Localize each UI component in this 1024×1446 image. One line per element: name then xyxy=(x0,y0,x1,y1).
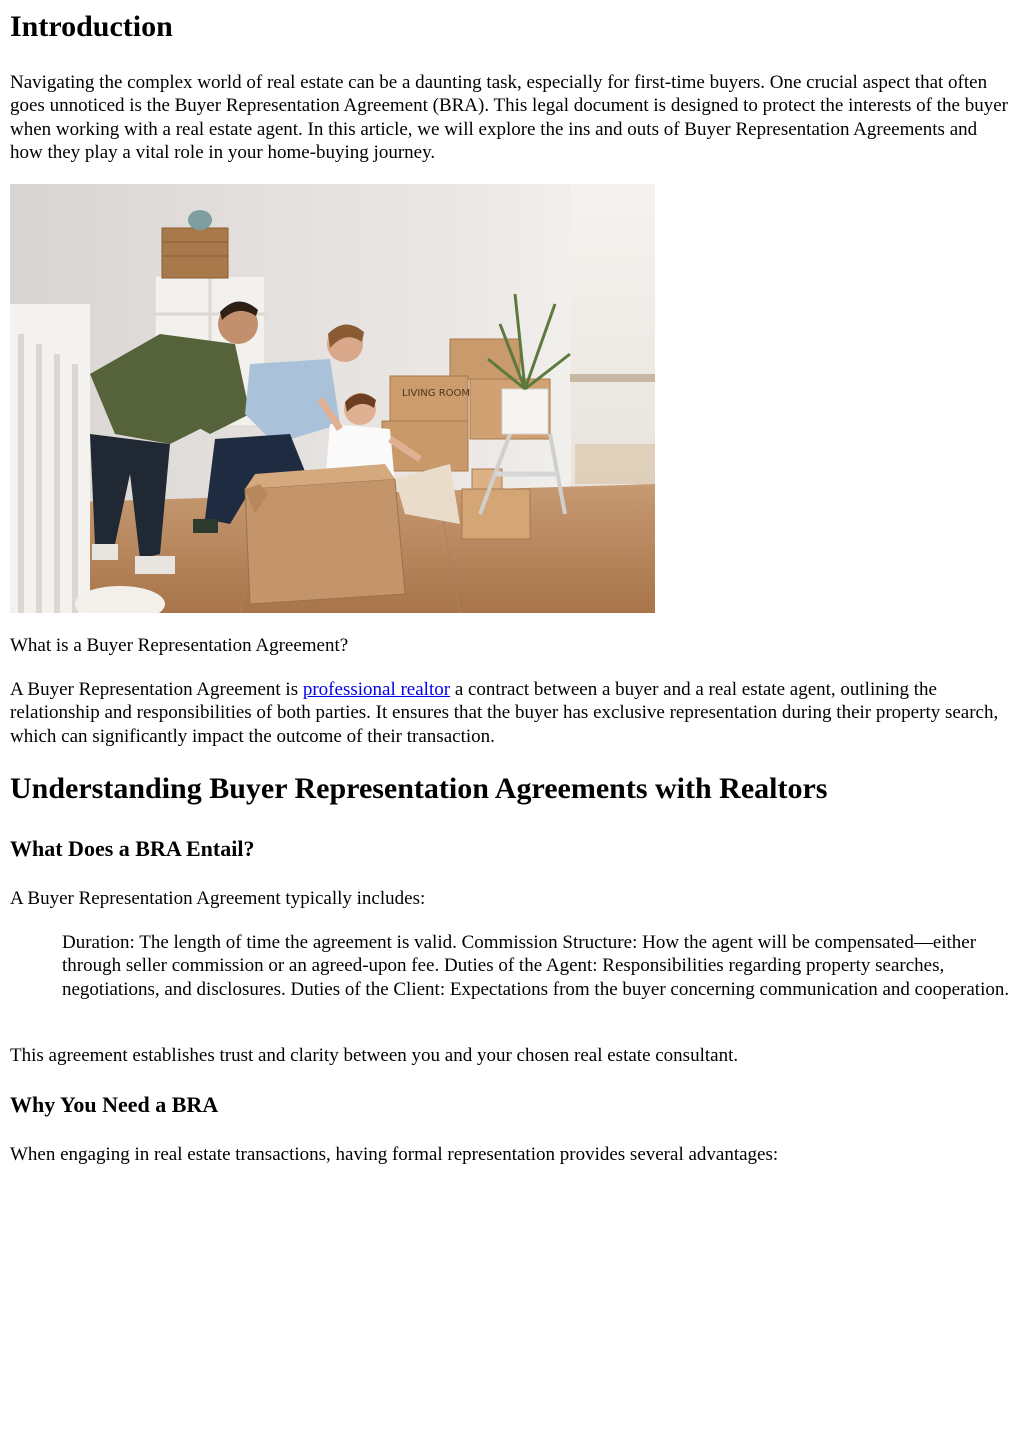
trust-paragraph: This agreement establishes trust and clarity between you and your chosen real estate consultant. xyxy=(10,1045,739,1066)
definition-text-after: a contract between a buyer and a real estate agent, outlining the relationship and responsibilities of both parties. It ensures that the buyer has exclusive representation during their property search, which can significantly impact the outcome of their transaction. xyxy=(10,679,999,747)
advantages-paragraph: When engaging in real estate transactions, having formal representation provides several advantages: xyxy=(10,1144,779,1165)
definition-text-before: A Buyer Representation Agreement is xyxy=(10,679,303,700)
intro-paragraph: Navigating the complex world of real estate can be a daunting task, especially for first-time buyers. One crucial aspect that often goes unnoticed is the Buyer Representation Agreement (BRA). This legal document is designed to protect the interests of the buyer when working with a real estate agent. In this article, we will explore the ins and outs of Buyer Representation Agreements and how they play a vital role in your home-buying journey. xyxy=(10,72,1008,163)
bra-components-blockquote: Duration: The length of time the agreement is valid. Commission Structure: How the agent will be compensated—either through seller commission or an agreed-upon fee. Duties of the Agent: Responsibilities regarding property searches, negotiations, and disclosures. Duties of the Client: Expectations from the buyer concerning communication and cooperation. xyxy=(62,932,1010,1000)
understanding-heading: Understanding Buyer Representation Agreements with Realtors xyxy=(10,772,828,805)
includes-paragraph: A Buyer Representation Agreement typically includes: xyxy=(10,888,426,909)
entail-heading: What Does a BRA Entail? xyxy=(10,836,255,861)
definition-paragraph xyxy=(10,678,1012,748)
box-label-living-room: LIVING ROOM xyxy=(402,388,471,399)
professional-realtor-link[interactable]: professional realtor xyxy=(302,679,451,700)
intro-heading: Introduction xyxy=(10,10,173,43)
why-heading: Why You Need a BRA xyxy=(10,1092,219,1117)
family-moving-photo xyxy=(10,184,655,613)
question-paragraph: What is a Buyer Representation Agreement? xyxy=(10,635,349,656)
